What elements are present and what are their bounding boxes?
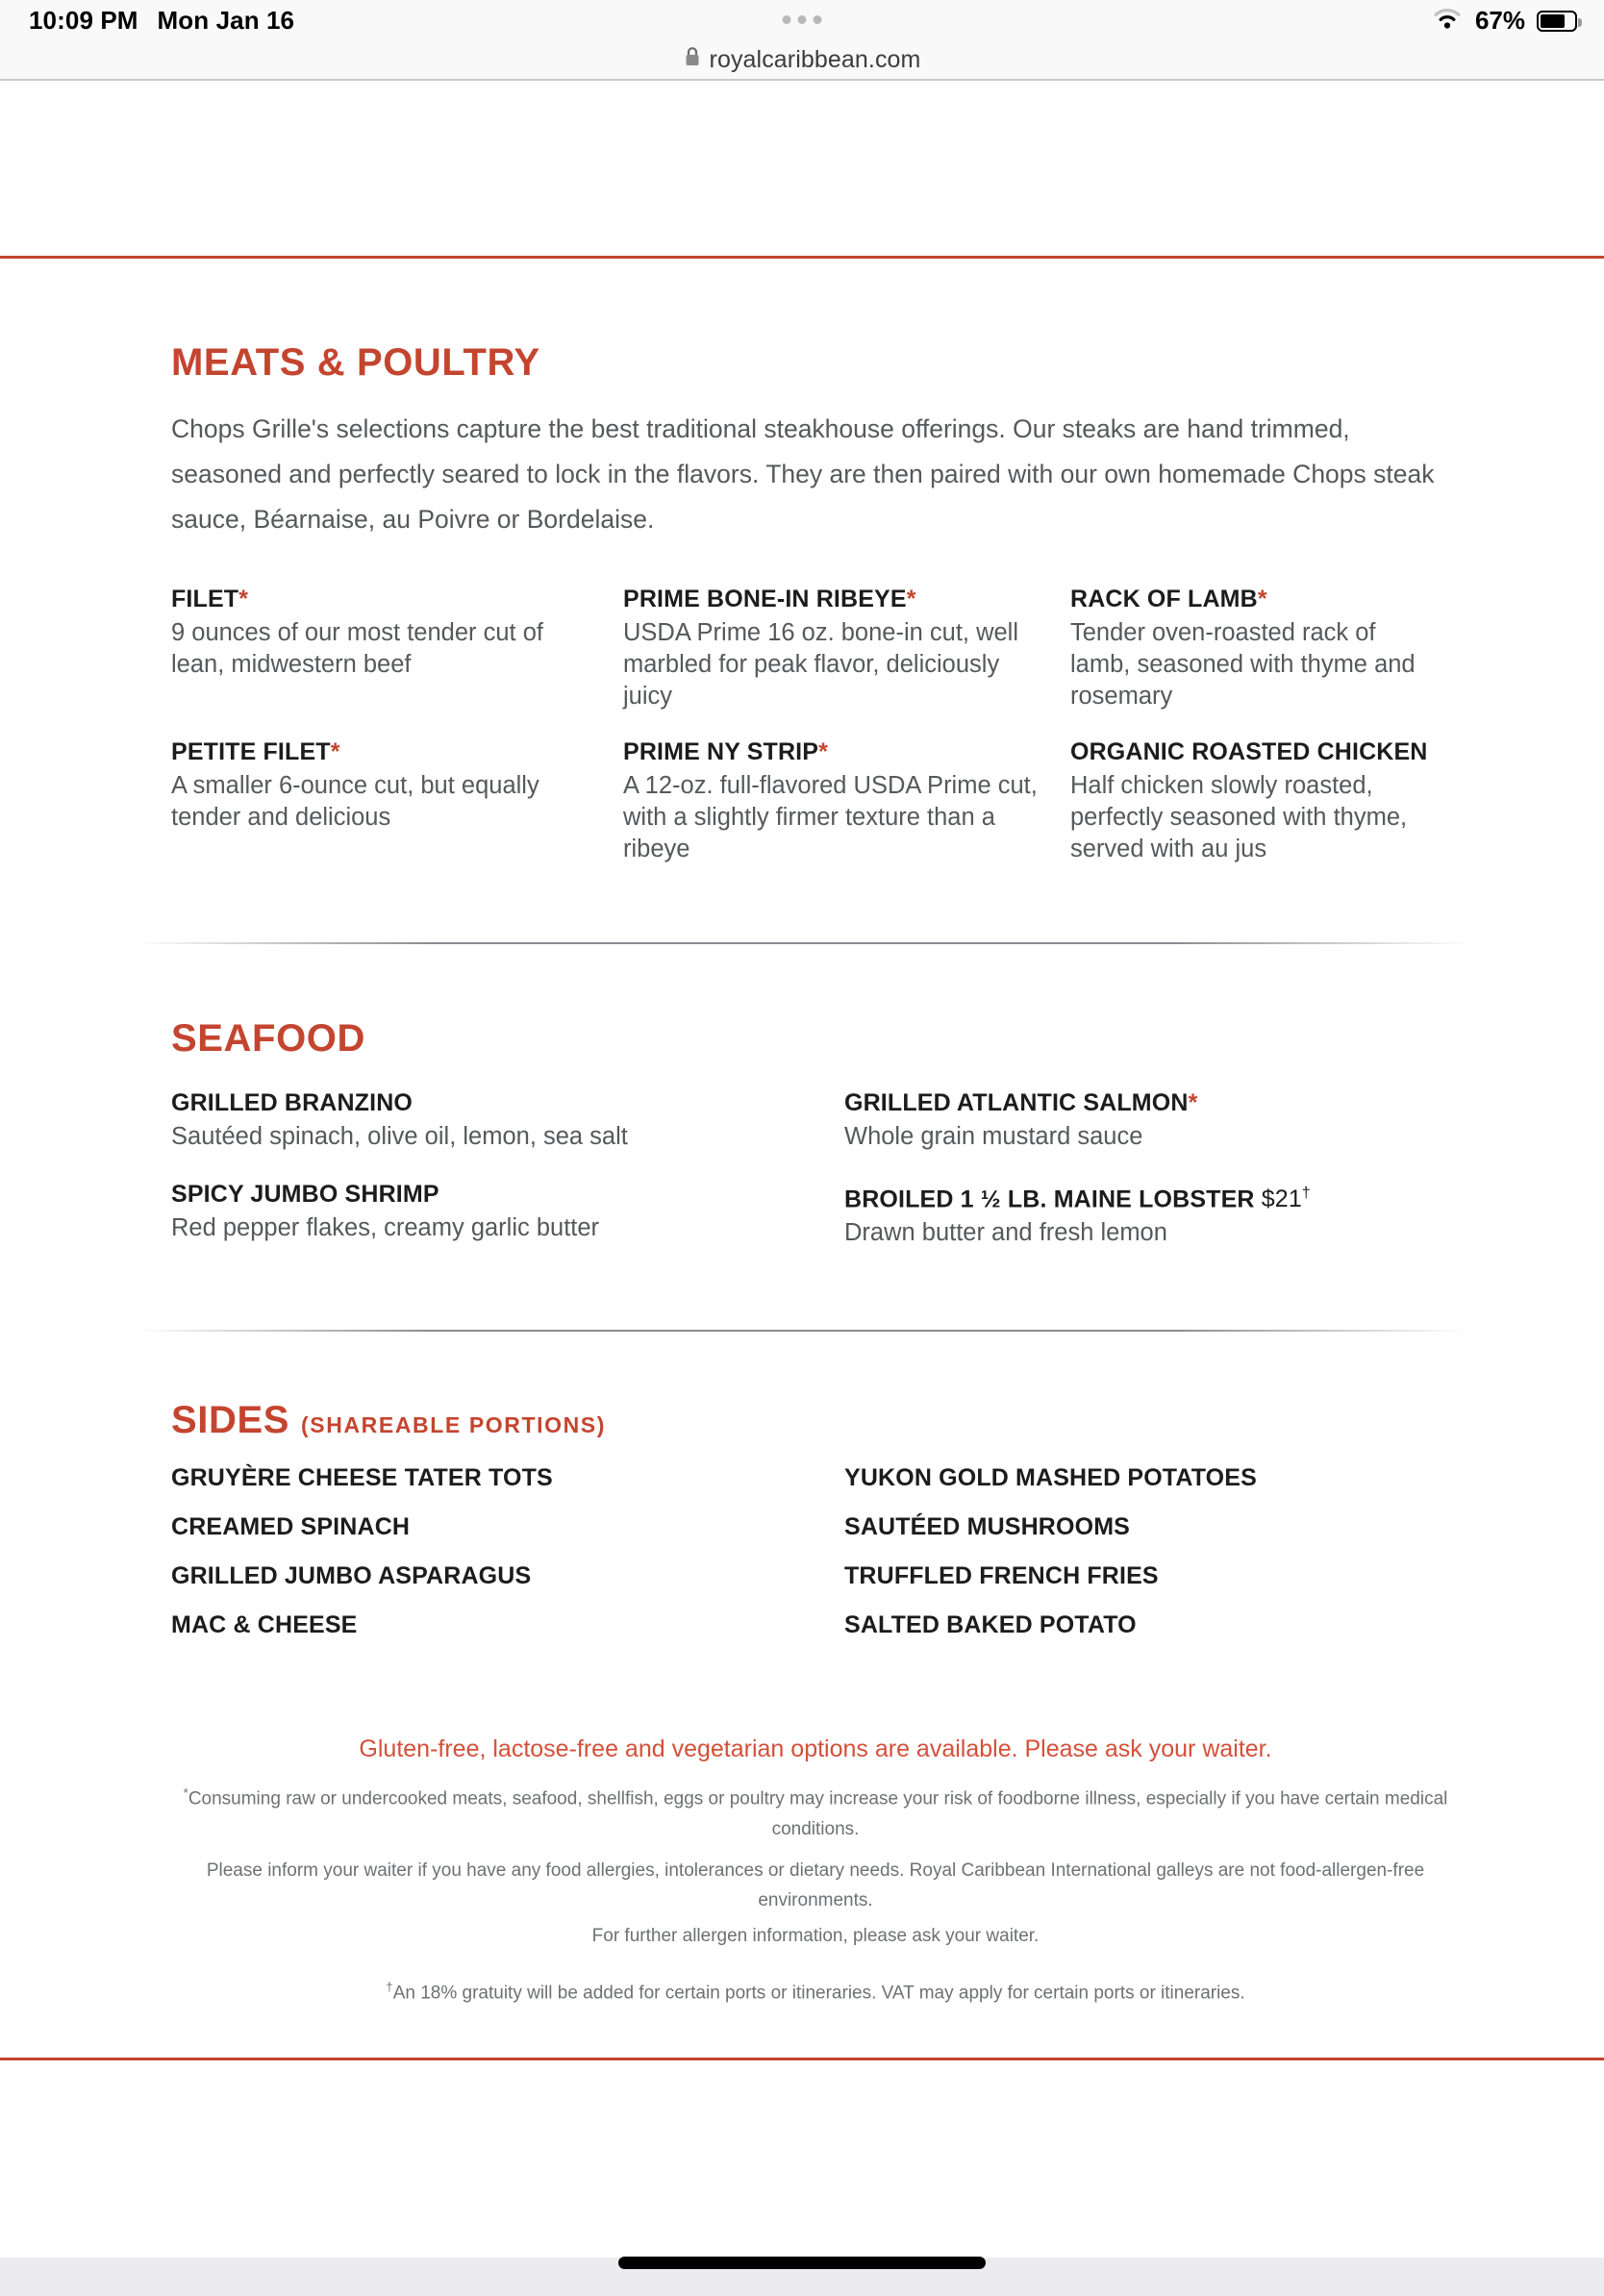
allergy-note: Please inform your waiter if you have any food allergies, intolerances or dietary needs. Royal Caribbean International galleys are not food-allergen-free environments. — [206, 1859, 1425, 1910]
side-item: CREAMED SPINACH — [171, 1513, 411, 1541]
item-description: A smaller 6-ounce cut, but equally tender and delicious — [171, 772, 539, 831]
item-description: Sautéed spinach, olive oil, lemon, sea salt — [171, 1123, 628, 1150]
item-name — [171, 1086, 819, 1119]
spacer-before-divider-2 — [0, 1249, 1604, 1330]
item-name-text: BROILED 1 ½ LB. MAINE LOBSTER — [844, 1185, 1255, 1213]
item-name-text: SPICY JUMBO SHRIMP — [171, 1181, 439, 1208]
gratuity-note-text: An 18% gratuity will be added for certain ports or itineraries. VAT may apply for certain ports or itineraries. — [392, 1982, 1245, 2003]
meats-grid-row-1 — [171, 583, 1460, 712]
dagger-marker: † — [1301, 1185, 1311, 1202]
item-description: Tender oven-roasted rack of lamb, seasoned with thyme and rosemary — [1070, 619, 1416, 710]
dietary-options-note: Gluten-free, lactose-free and vegetarian options are available. Please ask your waiter. — [359, 1735, 1272, 1763]
dagger-marker: † — [386, 1979, 393, 1994]
asterisk-marker: * — [238, 586, 249, 612]
item-name-text: PRIME BONE-IN RIBEYE — [623, 586, 907, 612]
url-text: royalcaribbean.com — [709, 45, 921, 73]
dot-2 — [798, 15, 807, 24]
undercooked-food-note-text: Consuming raw or undercooked meats, seafood, shellfish, eggs or poultry may increase your risk of foodborne illness, especially if you have certain medical conditions. — [188, 1788, 1448, 1839]
dot-3 — [814, 15, 822, 24]
battery-fill — [1541, 14, 1565, 28]
asterisk-marker: * — [330, 738, 340, 765]
seafood-grid-row-2 — [171, 1178, 1460, 1249]
item-description: Whole grain mustard sauce — [844, 1123, 1143, 1150]
asterisk-marker: * — [183, 1785, 188, 1801]
allergy-note-secondary: For further allergen information, please ask your waiter. — [591, 1925, 1040, 1946]
home-indicator[interactable] — [618, 2257, 986, 2269]
menu-item — [844, 1086, 1460, 1153]
menu-content — [0, 259, 1604, 865]
item-description: Red pepper flakes, creamy garlic butter — [171, 1214, 600, 1241]
ios-status-bar — [0, 0, 1604, 44]
section-title-sides-text: SIDES — [171, 1399, 290, 1442]
status-date: Mon Jan 16 — [157, 6, 295, 35]
spacer-before-meats — [171, 259, 1460, 343]
item-name — [171, 1178, 819, 1210]
item-name-text: PRIME NY STRIP — [623, 738, 819, 765]
item-name — [623, 736, 1045, 768]
side-item: SAUTÉED MUSHROOMS — [844, 1513, 1131, 1541]
spacer-before-divider-1 — [0, 865, 1604, 942]
meats-intro-paragraph: Chops Grille's selections capture the best traditional steakhouse offerings. Our steaks are hand trimmed, seasoned and perfectly seared to lock in the flavors. They are then paired with our own homemade Chops steak sauce, Béarnaise, au Poivre or Bordelaise. — [171, 414, 1435, 534]
status-bar-left — [29, 6, 294, 36]
footer-disclaimers — [171, 1732, 1460, 2008]
side-item: YUKON GOLD MASHED POTATOES — [844, 1464, 1257, 1492]
menu-item — [171, 583, 623, 712]
section-subtitle-sides: (SHAREABLE PORTIONS) — [301, 1412, 606, 1438]
address-bar[interactable] — [0, 40, 1604, 79]
asterisk-marker: * — [1257, 586, 1267, 612]
spacer-before-sides — [171, 1332, 1460, 1401]
item-description: Half chicken slowly roasted, perfectly seasoned with thyme, served with au jus — [1070, 772, 1408, 862]
side-item: SALTED BAKED POTATO — [844, 1611, 1137, 1639]
bottom-red-rule — [0, 2058, 1604, 2060]
item-name-text: PETITE FILET — [171, 738, 331, 765]
item-price — [1255, 1185, 1311, 1212]
section-title-sides — [171, 1399, 1460, 1442]
menu-page — [0, 81, 1604, 2296]
item-name-text: GRILLED BRANZINO — [171, 1089, 413, 1116]
asterisk-marker: * — [906, 586, 916, 612]
item-description: 9 ounces of our most tender cut of lean, midwestern beef — [171, 619, 543, 678]
sides-content — [0, 1332, 1604, 2008]
menu-item — [623, 583, 1070, 712]
menu-item — [844, 1178, 1460, 1249]
side-item: TRUFFLED FRENCH FRIES — [844, 1562, 1159, 1590]
section-title-seafood: SEAFOOD — [171, 1017, 365, 1060]
item-description: A 12-oz. full-flavored USDA Prime cut, with a slightly firmer texture than a ribeye — [623, 772, 1038, 862]
item-name — [844, 1086, 1435, 1119]
tab-overview-dots-icon[interactable] — [783, 15, 822, 24]
item-name — [171, 736, 598, 768]
menu-item — [171, 736, 623, 865]
meats-grid-row-2 — [171, 736, 1460, 865]
seafood-grid-row-1 — [171, 1086, 1460, 1153]
wifi-icon — [1431, 7, 1464, 36]
menu-item — [1070, 583, 1460, 712]
spacer-before-seafood — [171, 944, 1460, 1019]
section-title-meats: MEATS & POULTRY — [171, 341, 540, 384]
battery-icon — [1537, 11, 1577, 32]
dot-1 — [783, 15, 791, 24]
item-name — [844, 1178, 1435, 1215]
menu-item — [1070, 736, 1460, 865]
item-description: USDA Prime 16 oz. bone-in cut, well marbled for peak flavor, deliciously juicy — [623, 619, 1019, 710]
item-name-text: RACK OF LAMB — [1070, 586, 1258, 612]
side-item: GRUYÈRE CHEESE TATER TOTS — [171, 1464, 553, 1492]
item-name — [171, 583, 598, 615]
item-description: Drawn butter and fresh lemon — [844, 1219, 1167, 1247]
item-name — [623, 583, 1045, 615]
lock-icon — [684, 46, 701, 72]
gratuity-note — [171, 1972, 1460, 2008]
side-item: MAC & CHEESE — [171, 1611, 358, 1639]
asterisk-marker: * — [818, 738, 828, 765]
item-name-text: ORGANIC ROASTED CHICKEN — [1070, 738, 1428, 765]
seafood-content — [0, 944, 1604, 1249]
menu-item — [171, 1178, 844, 1249]
side-item: GRILLED JUMBO ASPARAGUS — [171, 1562, 532, 1590]
page-top-spacer — [0, 81, 1604, 256]
item-price-text: $21 — [1261, 1185, 1302, 1213]
menu-item — [623, 736, 1070, 865]
battery-percentage: 67% — [1474, 6, 1525, 35]
item-name-text: GRILLED ATLANTIC SALMON — [844, 1089, 1189, 1116]
sides-grid — [171, 1464, 1460, 1639]
undercooked-food-note — [171, 1778, 1460, 1843]
status-bar-right — [1431, 6, 1577, 36]
asterisk-marker: * — [1188, 1089, 1198, 1116]
item-name — [1070, 736, 1435, 768]
menu-item — [171, 1086, 844, 1153]
item-name — [1070, 583, 1435, 615]
browser-chrome — [0, 0, 1604, 81]
status-time: 10:09 PM — [29, 6, 138, 35]
item-name-text: FILET — [171, 586, 239, 612]
